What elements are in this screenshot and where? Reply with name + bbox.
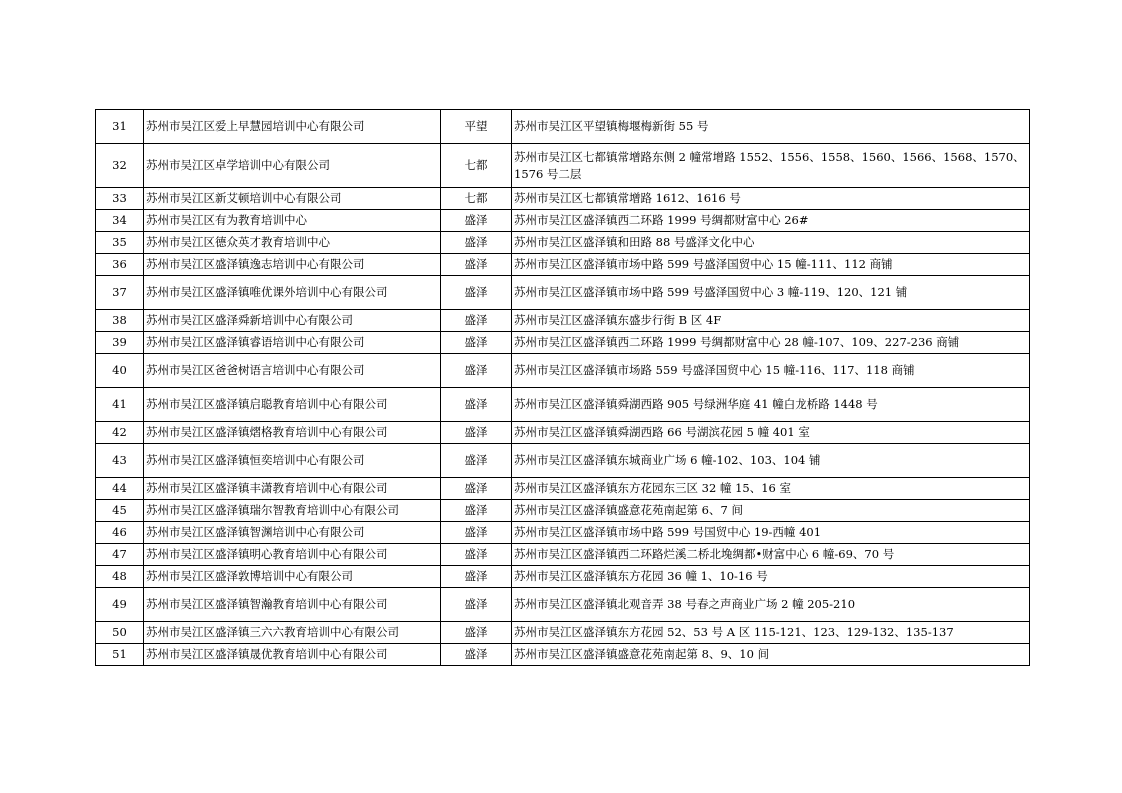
row-number-cell: 40	[96, 354, 144, 388]
institution-name-cell: 苏州市吴江区盛泽镇恒奕培训中心有限公司	[144, 444, 441, 478]
address-cell: 苏州市吴江区盛泽镇市场中路 599 号国贸中心 19-西幢 401	[512, 522, 1030, 544]
address-cell: 苏州市吴江区盛泽镇市场中路 599 号盛泽国贸中心 3 幢-119、120、121 铺	[512, 276, 1030, 310]
town-cell: 盛泽	[441, 500, 512, 522]
table-row	[96, 644, 1030, 666]
address-cell: 苏州市吴江区盛泽镇东方花园东三区 32 幢 15、16 室	[512, 478, 1030, 500]
institution-name-cell: 苏州市吴江区盛泽镇智瀚教育培训中心有限公司	[144, 588, 441, 622]
town-cell: 盛泽	[441, 544, 512, 566]
table-row	[96, 388, 1030, 422]
table-row	[96, 144, 1030, 188]
town-cell: 盛泽	[441, 644, 512, 666]
table-row	[96, 566, 1030, 588]
address-cell: 苏州市吴江区盛泽镇市场路 559 号盛泽国贸中心 15 幢-116、117、118 商铺	[512, 354, 1030, 388]
table-row	[96, 522, 1030, 544]
address-cell: 苏州市吴江区盛泽镇东方花园 36 幢 1、10-16 号	[512, 566, 1030, 588]
address-cell: 苏州市吴江区盛泽镇东盛步行街 B 区 4F	[512, 310, 1030, 332]
address-cell: 苏州市吴江区盛泽镇盛意花苑南起第 8、9、10 间	[512, 644, 1030, 666]
institution-name-cell: 苏州市吴江区盛泽镇启聪教育培训中心有限公司	[144, 388, 441, 422]
town-cell: 盛泽	[441, 254, 512, 276]
address-cell: 苏州市吴江区盛泽镇舜湖西路 66 号湖滨花园 5 幢 401 室	[512, 422, 1030, 444]
table-row	[96, 622, 1030, 644]
town-cell: 盛泽	[441, 422, 512, 444]
row-number-cell: 39	[96, 332, 144, 354]
training-institution-table	[95, 109, 1030, 666]
institution-name-cell: 苏州市吴江区盛泽镇丰潇教育培训中心有限公司	[144, 478, 441, 500]
address-cell: 苏州市吴江区七都镇常增路东侧 2 幢常增路 1552、1556、1558、1560、1566、1568、1570、1576 号二层	[512, 144, 1030, 188]
town-cell: 盛泽	[441, 210, 512, 232]
row-number-cell: 44	[96, 478, 144, 500]
row-number-cell: 31	[96, 110, 144, 144]
table-row	[96, 210, 1030, 232]
row-number-cell: 41	[96, 388, 144, 422]
address-cell: 苏州市吴江区平望镇梅堰梅新街 55 号	[512, 110, 1030, 144]
town-cell: 盛泽	[441, 310, 512, 332]
town-cell: 盛泽	[441, 444, 512, 478]
town-cell: 盛泽	[441, 522, 512, 544]
table-row	[96, 110, 1030, 144]
row-number-cell: 38	[96, 310, 144, 332]
row-number-cell: 51	[96, 644, 144, 666]
row-number-cell: 50	[96, 622, 144, 644]
institution-name-cell: 苏州市吴江区盛泽镇逸志培训中心有限公司	[144, 254, 441, 276]
town-cell: 盛泽	[441, 276, 512, 310]
table-row	[96, 254, 1030, 276]
address-cell: 苏州市吴江区盛泽镇北观音弄 38 号春之声商业广场 2 幢 205-210	[512, 588, 1030, 622]
address-cell: 苏州市吴江区盛泽镇西二环路烂溪二桥北堍绸都•财富中心 6 幢-69、70 号	[512, 544, 1030, 566]
table-row	[96, 310, 1030, 332]
address-cell: 苏州市吴江区盛泽镇盛意花苑南起第 6、7 间	[512, 500, 1030, 522]
institution-name-cell: 苏州市吴江区卓学培训中心有限公司	[144, 144, 441, 188]
town-cell: 盛泽	[441, 622, 512, 644]
row-number-cell: 46	[96, 522, 144, 544]
institution-name-cell: 苏州市吴江区盛泽舜新培训中心有限公司	[144, 310, 441, 332]
town-cell: 平望	[441, 110, 512, 144]
address-cell: 苏州市吴江区盛泽镇西二环路 1999 号绸都财富中心 26#	[512, 210, 1030, 232]
row-number-cell: 34	[96, 210, 144, 232]
institution-name-cell: 苏州市吴江区盛泽镇智渊培训中心有限公司	[144, 522, 441, 544]
row-number-cell: 47	[96, 544, 144, 566]
institution-name-cell: 苏州市吴江区有为教育培训中心	[144, 210, 441, 232]
institution-name-cell: 苏州市吴江区盛泽镇瑞尔智教育培训中心有限公司	[144, 500, 441, 522]
town-cell: 七都	[441, 144, 512, 188]
town-cell: 盛泽	[441, 232, 512, 254]
town-cell: 盛泽	[441, 588, 512, 622]
row-number-cell: 43	[96, 444, 144, 478]
table-row	[96, 500, 1030, 522]
table-row	[96, 444, 1030, 478]
town-cell: 盛泽	[441, 566, 512, 588]
address-cell: 苏州市吴江区盛泽镇西二环路 1999 号绸都财富中心 28 幢-107、109、227-236 商铺	[512, 332, 1030, 354]
table-row	[96, 588, 1030, 622]
row-number-cell: 36	[96, 254, 144, 276]
row-number-cell: 42	[96, 422, 144, 444]
address-cell: 苏州市吴江区盛泽镇和田路 88 号盛泽文化中心	[512, 232, 1030, 254]
institution-name-cell: 苏州市吴江区新艾顿培训中心有限公司	[144, 188, 441, 210]
table-row	[96, 354, 1030, 388]
table-body	[96, 110, 1030, 666]
table-row	[96, 276, 1030, 310]
table-row	[96, 544, 1030, 566]
town-cell: 盛泽	[441, 388, 512, 422]
institution-name-cell: 苏州市吴江区盛泽敦博培训中心有限公司	[144, 566, 441, 588]
institution-name-cell: 苏州市吴江区德众英才教育培训中心	[144, 232, 441, 254]
institution-name-cell: 苏州市吴江区盛泽镇睿语培训中心有限公司	[144, 332, 441, 354]
address-cell: 苏州市吴江区盛泽镇东城商业广场 6 幢-102、103、104 铺	[512, 444, 1030, 478]
row-number-cell: 33	[96, 188, 144, 210]
institution-name-cell: 苏州市吴江区盛泽镇三六六教育培训中心有限公司	[144, 622, 441, 644]
town-cell: 盛泽	[441, 478, 512, 500]
address-cell: 苏州市吴江区盛泽镇舜湖西路 905 号绿洲华庭 41 幢白龙桥路 1448 号	[512, 388, 1030, 422]
row-number-cell: 37	[96, 276, 144, 310]
institution-name-cell: 苏州市吴江区爸爸树语言培训中心有限公司	[144, 354, 441, 388]
institution-name-cell: 苏州市吴江区盛泽镇晟优教育培训中心有限公司	[144, 644, 441, 666]
row-number-cell: 49	[96, 588, 144, 622]
address-cell: 苏州市吴江区七都镇常增路 1612、1616 号	[512, 188, 1030, 210]
table-row	[96, 422, 1030, 444]
table-row	[96, 188, 1030, 210]
row-number-cell: 32	[96, 144, 144, 188]
table-row	[96, 478, 1030, 500]
institution-name-cell: 苏州市吴江区盛泽镇熠格教育培训中心有限公司	[144, 422, 441, 444]
institution-name-cell: 苏州市吴江区盛泽镇明心教育培训中心有限公司	[144, 544, 441, 566]
row-number-cell: 45	[96, 500, 144, 522]
institution-name-cell: 苏州市吴江区爱上早慧园培训中心有限公司	[144, 110, 441, 144]
address-cell: 苏州市吴江区盛泽镇东方花园 52、53 号 A 区 115-121、123、129-132、135-137	[512, 622, 1030, 644]
row-number-cell: 48	[96, 566, 144, 588]
town-cell: 盛泽	[441, 354, 512, 388]
address-cell: 苏州市吴江区盛泽镇市场中路 599 号盛泽国贸中心 15 幢-111、112 商铺	[512, 254, 1030, 276]
table-row	[96, 232, 1030, 254]
table-row	[96, 332, 1030, 354]
town-cell: 七都	[441, 188, 512, 210]
institution-name-cell: 苏州市吴江区盛泽镇唯优课外培训中心有限公司	[144, 276, 441, 310]
town-cell: 盛泽	[441, 332, 512, 354]
row-number-cell: 35	[96, 232, 144, 254]
